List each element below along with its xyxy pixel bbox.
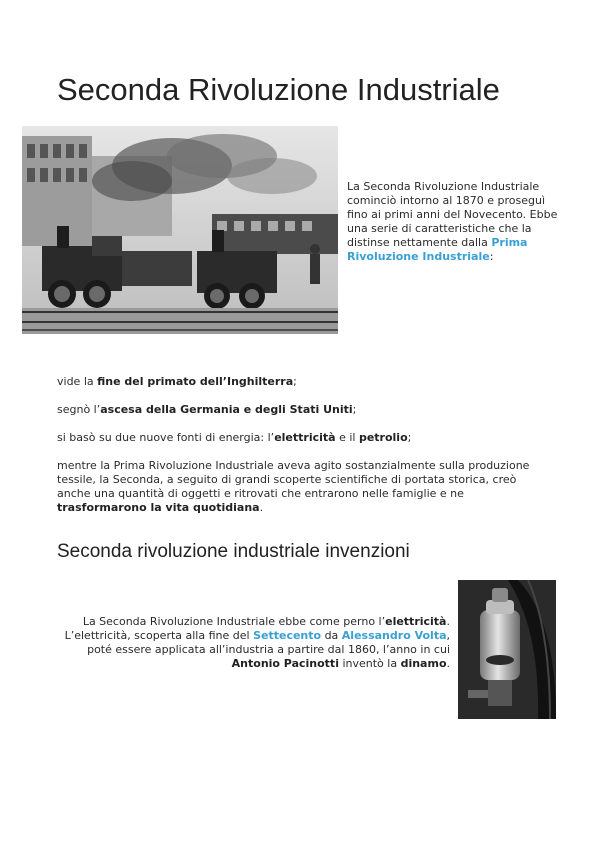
intro-paragraph bbox=[347, 180, 562, 264]
point-text: mentre la Prima Rivoluzione Industriale aveva agito sostanzialmente sulla produzione tessile, la Seconda, a seguito di grandi scoperte scientifiche di portata storica, creò anche una quantità di oggetti e ritrovati che entrarono nelle famiglie e ne bbox=[57, 459, 530, 500]
bicycle-dynamo-image bbox=[458, 580, 556, 719]
point-text: vide la bbox=[57, 375, 98, 388]
point-bold: trasformarono la vita quotidiana bbox=[57, 501, 260, 514]
point-bold: elettricità bbox=[274, 431, 336, 444]
inventions-text: . L’elettricità, scoperta alla fine del bbox=[64, 615, 450, 642]
steam-locomotives-image bbox=[22, 126, 338, 334]
inventions-text: La Seconda Rivoluzione Industriale ebbe come perno l’ bbox=[82, 615, 386, 628]
inventions-bold: elettricità bbox=[385, 615, 447, 628]
point-bold: ascesa della Germania e degli Stati Uniti bbox=[100, 403, 353, 416]
inventions-bold: dinamo bbox=[400, 657, 447, 670]
point-bold: fine del primato dell’Inghilterra bbox=[97, 375, 294, 388]
inventions-paragraph bbox=[57, 615, 450, 671]
point-bold: petrolio bbox=[358, 431, 408, 444]
point-text: ; bbox=[293, 375, 297, 388]
point-germania bbox=[57, 403, 537, 417]
point-text: si basò su due nuove fonti di energia: l’ bbox=[57, 431, 275, 444]
intro-suffix: : bbox=[489, 250, 494, 263]
alessandro-volta-link[interactable]: Alessandro Volta bbox=[341, 629, 447, 642]
point-energia bbox=[57, 431, 537, 445]
intro-text: La Seconda Rivoluzione Industriale cominciò intorno al 1870 e proseguì fino ai primi anni del Novecento. Ebbe una serie di caratteristiche che la distinse nettamente dalla bbox=[347, 180, 558, 249]
point-text: ; bbox=[407, 431, 412, 444]
inventions-text: inventò la bbox=[338, 657, 401, 670]
point-text: . bbox=[259, 501, 264, 514]
train-illustration bbox=[22, 126, 338, 334]
point-text: e il bbox=[335, 431, 359, 444]
settecento-link[interactable]: Settecento bbox=[253, 629, 322, 642]
inventions-text: . bbox=[446, 657, 450, 670]
point-text: ; bbox=[352, 403, 357, 416]
prima-rivoluzione-link[interactable]: Prima Rivoluzione Industriale bbox=[347, 236, 528, 263]
inventions-text: da bbox=[321, 629, 342, 642]
inventions-text: , poté essere applicata all’industria a partire dal 1860, l’anno in cui bbox=[87, 629, 450, 656]
inventions-bold: Antonio Pacinotti bbox=[231, 657, 339, 670]
point-text: segnò l’ bbox=[57, 403, 101, 416]
point-vita-quotidiana bbox=[57, 459, 537, 515]
page-title: Seconda Rivoluzione Industriale bbox=[57, 72, 500, 107]
section-subtitle: Seconda rivoluzione industriale invenzioni bbox=[57, 541, 410, 562]
dynamo-illustration bbox=[458, 580, 556, 719]
point-inghilterra bbox=[57, 375, 537, 389]
